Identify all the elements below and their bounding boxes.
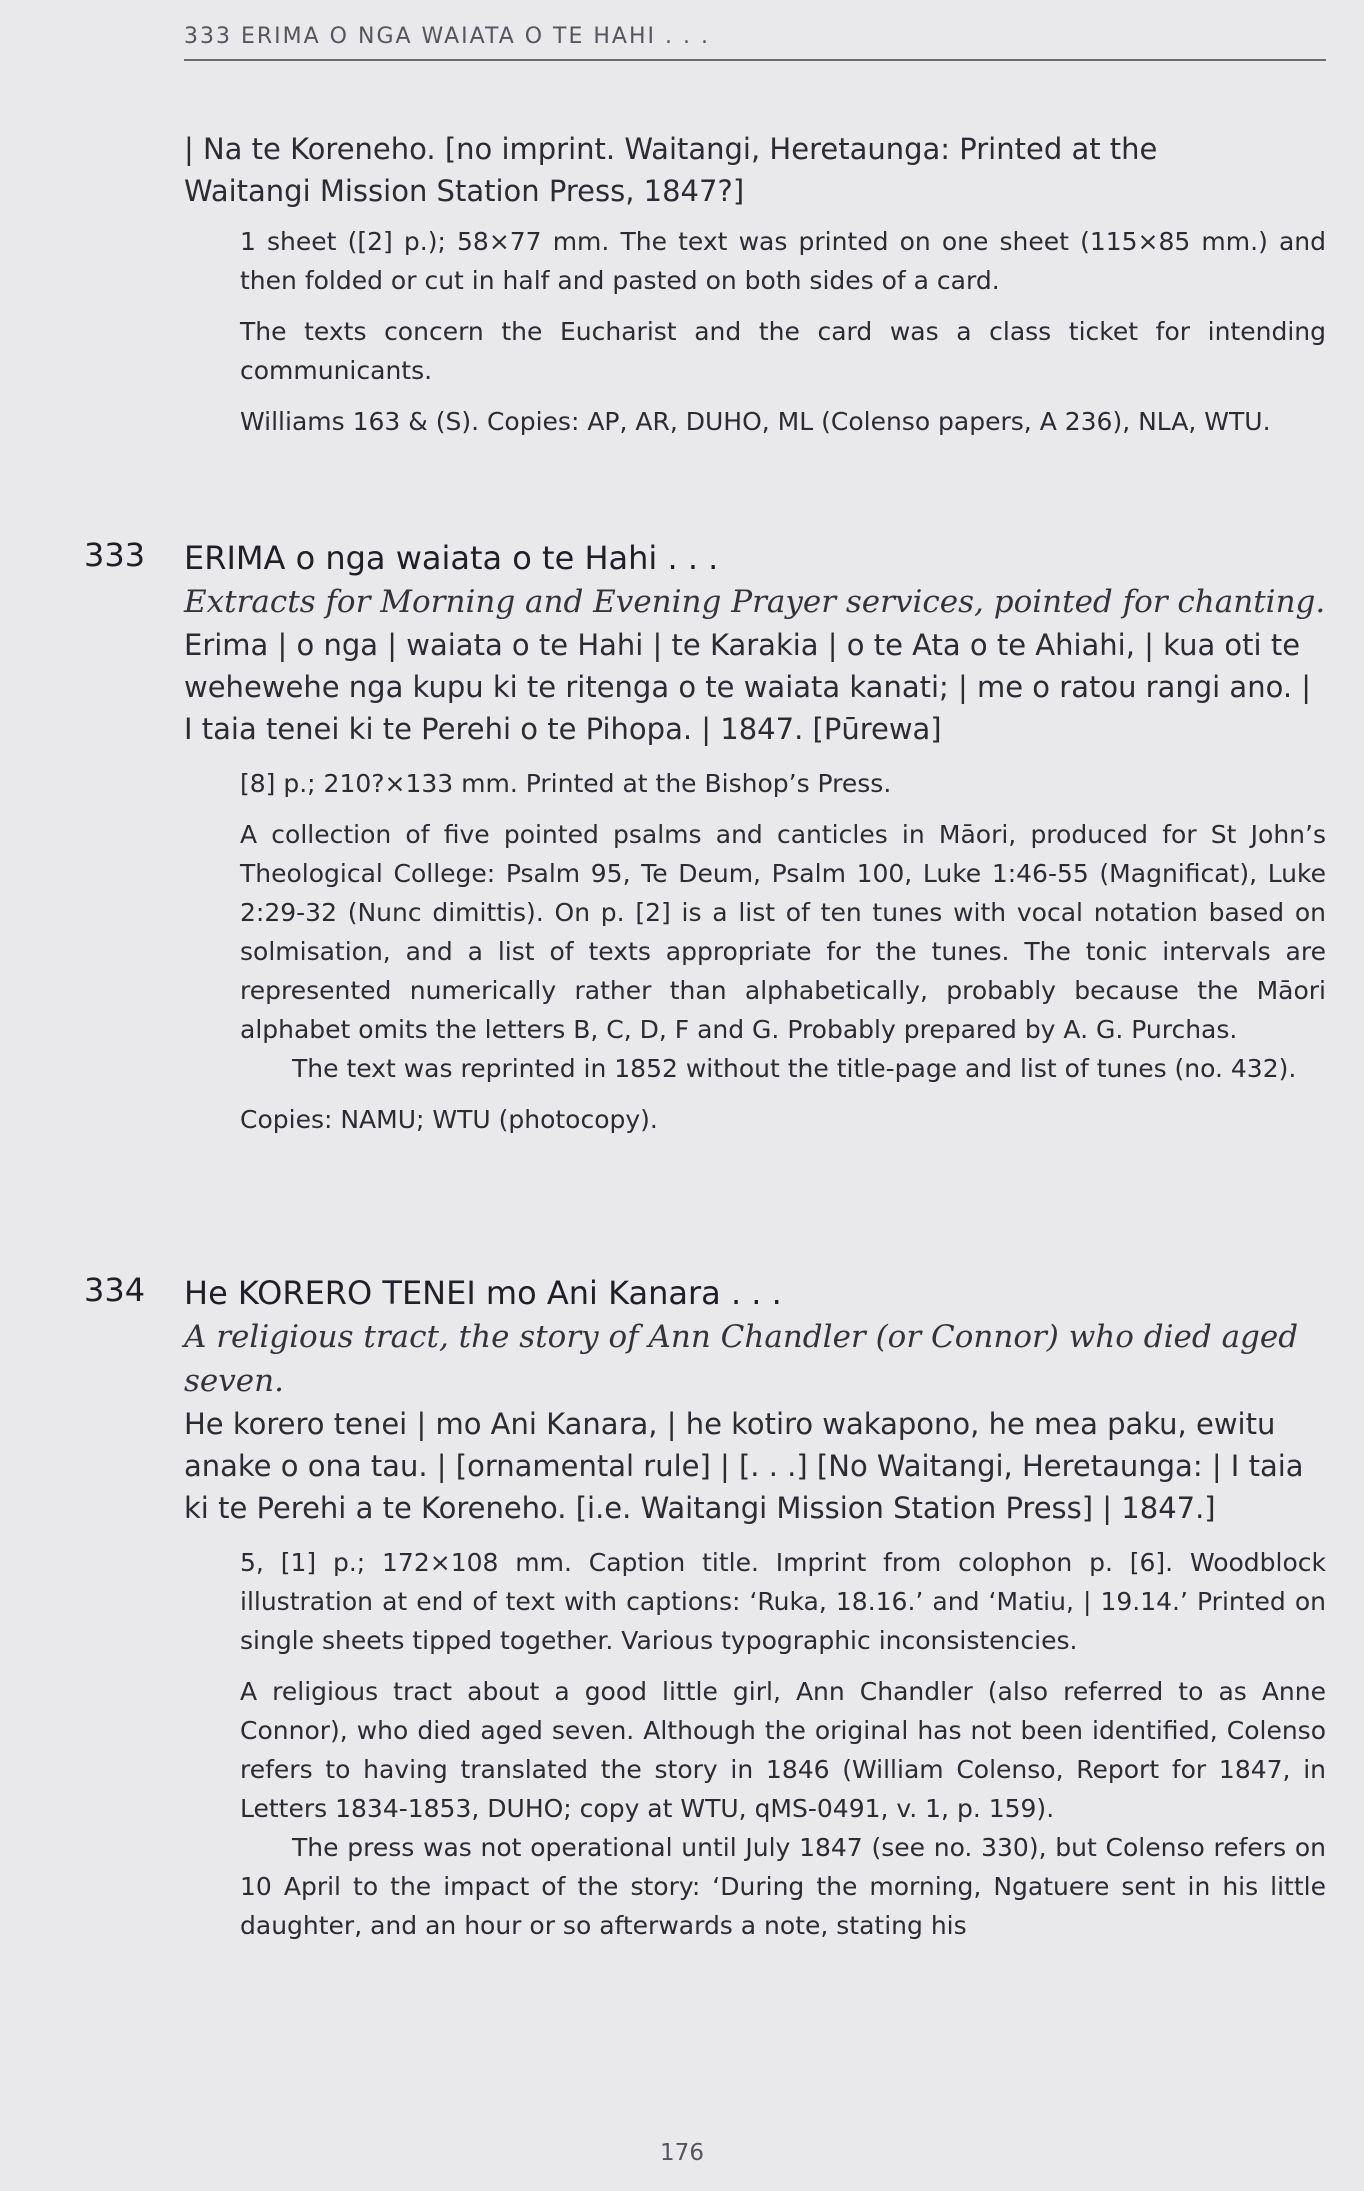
entry-334-title: He KORERO TENEI mo Ani Kanara . . .	[184, 1274, 782, 1312]
page-number: 176	[660, 2140, 704, 2166]
entry-333-note-copies: Copies: NAMU; WTU (photocopy).	[240, 1105, 658, 1134]
prev-note-physical: 1 sheet ([2] p.); 58×77 mm. The text was printed on one sheet (115×85 mm.) and then folded or cut in half and pasted on both sides of a card.	[240, 227, 1326, 295]
entry-333-note-reprint: The text was reprinted in 1852 without the title-page and list of tunes (no. 432).	[292, 1054, 1297, 1083]
entry-333-transcription: Erima | o nga | waiata o te Hahi | te Karakia | o te Ata o te Ahiahi, | kua oti te wehewehe nga kupu ki te ritenga o te waiata kanati; | me o ratou rangi ano. | I taia tenei ki te Perehi o te Pihopa. | 1847. [Pūrewa]	[184, 628, 1312, 746]
previous-entry	[184, 128, 1326, 453]
entry-334-subtitle: A religious tract, the story of Ann Chandler (or Connor) who died aged seven.	[184, 1319, 1299, 1399]
prev-title-line-1: | Na te Koreneho. [no imprint. Waitangi, Heretaunga: Printed at the	[184, 132, 1158, 166]
entry-333-title: ERIMA o nga waiata o te Hahi . . .	[184, 539, 719, 577]
entry-number-334: 334	[84, 1271, 146, 1309]
entry-333-subtitle: Extracts for Morning and Evening Prayer services, pointed for chanting.	[184, 584, 1326, 620]
prev-note-copies: Williams 163 & (S). Copies: AP, AR, DUHO, ML (Colenso papers, A 236), NLA, WTU.	[240, 407, 1271, 436]
entry-333-note-description: A collection of five pointed psalms and canticles in Māori, produced for St John’s Theological College: Psalm 95, Te Deum, Psalm 100, Luke 1:46-55 (Magnificat), Luke 2:29-32 (Nunc dimittis). On p. [2] is a list of ten tunes with vocal notation based on solmisation, and a list of texts appropriate for the tunes. The tonic intervals are represented numerically rather than alphabetically, probably because the Māori alphabet omits the letters B, C, D, F and G. Probably prepared by A. G. Purchas.	[240, 820, 1326, 1044]
entry-334-transcription: He korero tenei | mo Ani Kanara, | he kotiro wakapono, he mea paku, ewitu anake o ona tau. | [ornamental rule] | [. . .] [No Waitangi, Heretaunga: | I taia ki te Perehi a te Koreneho. [i.e. Waitangi Mission Station Press] | 1847.]	[184, 1407, 1304, 1525]
prev-title-line-2: Waitangi Mission Station Press, 1847?]	[184, 174, 745, 208]
prev-note-content: The texts concern the Eucharist and the card was a class ticket for intending communicants.	[240, 317, 1326, 385]
entry-333	[184, 536, 1326, 1151]
entry-number-333: 333	[84, 536, 146, 574]
entry-334-note-physical: 5, [1] p.; 172×108 mm. Caption title. Imprint from colophon p. [6]. Woodblock illustration at end of text with captions: ‘Ruka, 18.16.’ and ‘Matiu, | 19.14.’ Printed on single sheets tipped together. Various typographic inconsistencies.	[240, 1548, 1326, 1655]
entry-334-note-description: A religious tract about a good little girl, Ann Chandler (also referred to as Anne Connor), who died aged seven. Although the original has not been identified, Colenso refers to having translated the story in 1846 (William Colenso, Report for 1847, in Letters 1834-1853, DUHO; copy at WTU, qMS-0491, v. 1, p. 159).	[240, 1677, 1326, 1823]
entry-334	[184, 1271, 1326, 1957]
entry-333-note-physical: [8] p.; 210?×133 mm. Printed at the Bishop’s Press.	[240, 769, 892, 798]
entry-334-note-context: The press was not operational until July 1847 (see no. 330), but Colenso refers on 10 April to the impact of the story: ‘During the morning, Ngatuere sent in his little daughter, and an hour or so afterwards a note, stating his	[240, 1833, 1326, 1940]
running-head: 333 ERIMA O NGA WAIATA O TE HAHI . . .	[184, 24, 1326, 61]
